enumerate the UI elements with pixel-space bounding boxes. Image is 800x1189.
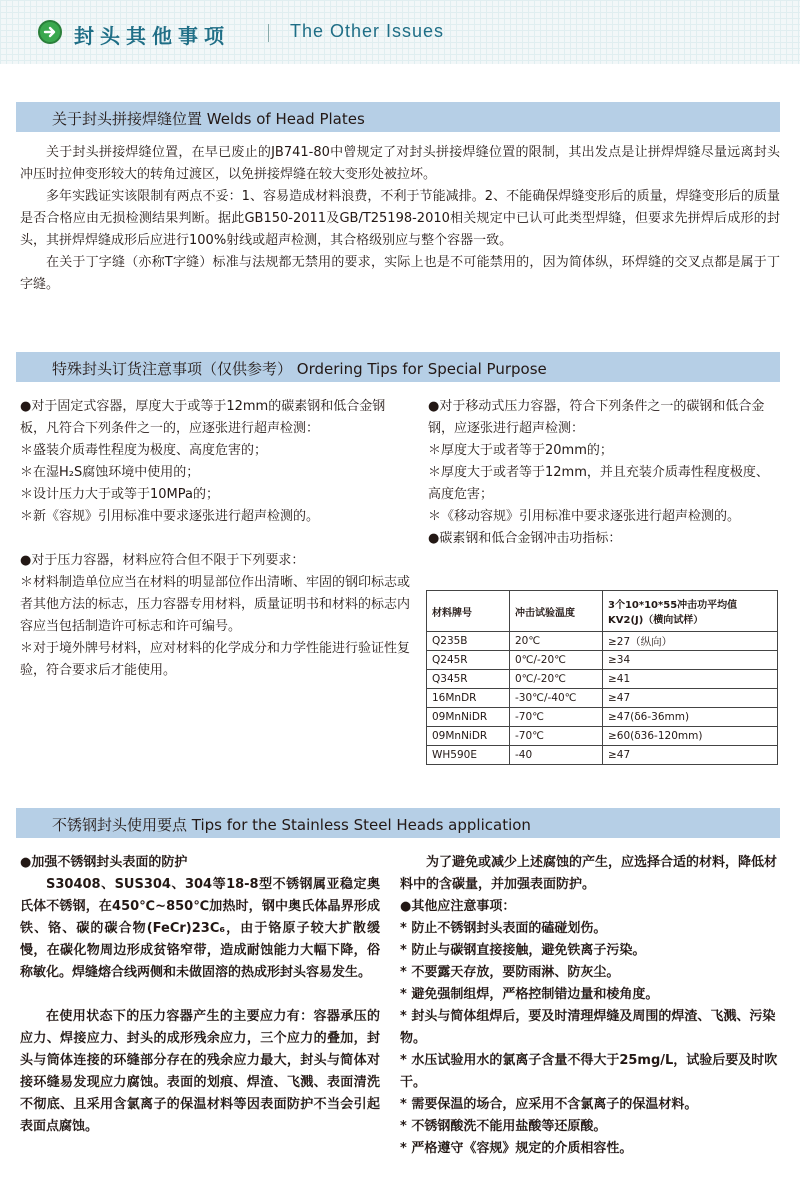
section-welds-body <box>20 142 780 296</box>
ordering-item: ＊厚度大于或者等于12mm，并且充装介质毒性程度极度、高度危害； <box>428 465 769 502</box>
ordering-item: ＊对于境外牌号材料，应对材料的化学成分和力学性能进行验证性复验，符合要求后才能使用。 <box>20 641 411 678</box>
stainless-item: * 避免强制组焊，严格控制错边量和棱角度。 <box>400 987 659 1002</box>
section-stainless-title: 不锈钢封头使用要点 Tips for the Stainless Steel Heads application <box>52 816 531 834</box>
ordering-item: ●对于移动式压力容器，符合下列条件之一的碳钢和低合金钢，应逐张进行超声检测： <box>428 399 765 436</box>
table-cell: -30℃/-40℃ <box>510 689 603 708</box>
table-row <box>427 632 778 651</box>
table-header-row <box>427 591 778 632</box>
table-cell: ≥47(δ6-36mm) <box>603 708 778 727</box>
impact-energy-table <box>426 590 778 765</box>
ordering-item: ＊盛装介质毒性程度为极度、高度危害的； <box>20 443 268 458</box>
stainless-item: * 严格遵守《容规》规定的介质相容性。 <box>400 1141 633 1156</box>
arrow-right-icon <box>38 20 62 44</box>
stainless-item: * 封头与简体组焊后，要及时清理焊缝及周围的焊渣、飞溅、污染物。 <box>400 1009 776 1046</box>
table-header-cell: 冲击试验温度 <box>510 591 603 632</box>
stainless-left-column <box>20 852 380 1138</box>
table-cell: 09MnNiDR <box>427 727 510 746</box>
ordering-item: ●对于压力容器，材料应符合但不限于下列要求： <box>20 553 305 568</box>
table-cell: -70℃ <box>510 708 603 727</box>
table-cell: WH590E <box>427 746 510 765</box>
stainless-item: 为了避免或减少上述腐蚀的产生，应选择合适的材料，降低材料中的含碳量，并加强表面防护。 <box>400 855 778 892</box>
stainless-item: * 不锈钢酸洗不能用盐酸等还原酸。 <box>400 1119 607 1134</box>
ordering-item: ●对于固定式容器，厚度大于或等于12mm的碳素钢和低合金钢板，凡符合下列条件之一的，应逐张进行超声检测： <box>20 399 386 436</box>
table-row <box>427 746 778 765</box>
ordering-right-column <box>428 396 780 550</box>
table-cell: 09MnNiDR <box>427 708 510 727</box>
welds-paragraph: 在关于丁字缝（亦称T字缝）标准与法规都无禁用的要求，实际上也是不可能禁用的，因为简体纵，环焊缝的交叉点都是属于丁字缝。 <box>20 255 780 292</box>
table-cell: ≥41 <box>603 670 778 689</box>
table-cell: -70℃ <box>510 727 603 746</box>
table-row <box>427 689 778 708</box>
page-header <box>0 0 800 64</box>
table-cell: 0℃/-20℃ <box>510 651 603 670</box>
table-cell: ≥60(δ36-120mm) <box>603 727 778 746</box>
stainless-right-column <box>400 852 780 1160</box>
table-row <box>427 651 778 670</box>
header-title-en: The Other Issues <box>290 21 445 41</box>
header-title-cn: 封头其他事项 <box>74 24 230 48</box>
table-cell: Q245R <box>427 651 510 670</box>
ordering-item: ＊《移动容规》引用标准中要求逐张进行超声检测的。 <box>428 509 741 524</box>
stainless-item: * 不要露天存放，要防雨淋、防灰尘。 <box>400 965 620 980</box>
section-stainless-title-bar <box>16 808 780 838</box>
stainless-item: * 防止与碳钢直接接触，避免铁离子污染。 <box>400 943 646 958</box>
table-row <box>427 670 778 689</box>
section-welds-title: 关于封头拼接焊缝位置 Welds of Head Plates <box>52 110 365 128</box>
table-cell: 16MnDR <box>427 689 510 708</box>
table-header-cell: 材料牌号 <box>427 591 510 632</box>
ordering-item: ●碳素钢和低合金钢冲击功指标： <box>428 531 622 546</box>
table-cell: 20℃ <box>510 632 603 651</box>
welds-paragraph: 多年实践证实该限制有两点不妥：1、容易造成材料浪费，不利于节能减排。2、不能确保焊缝变形后的质量，焊缝变形后的质量是否合格应由无损检测结果判断。据此GB150-2011及GB/T25198-2010相关规定中已认可此类型焊缝，但要求先拼焊后成形的封头，其拼焊焊缝成形后应进行100%射线或超声检测，其合格级别应与整个容器一致。 <box>20 189 780 248</box>
table-cell: 0℃/-20℃ <box>510 670 603 689</box>
table-row <box>427 727 778 746</box>
stainless-item: * 需要保温的场合，应采用不含氯离子的保温材料。 <box>400 1097 698 1112</box>
stainless-item: * 水压试验用水的氯离子含量不得大于25mg/L，试验后要及时吹干。 <box>400 1053 778 1090</box>
table-cell: ≥47 <box>603 689 778 708</box>
table-cell: ≥34 <box>603 651 778 670</box>
ordering-item: ＊厚度大于或者等于20mm的； <box>428 443 613 458</box>
ordering-spacer <box>20 528 410 550</box>
ordering-left-column <box>20 396 410 682</box>
ordering-item: ＊材料制造单位应当在材料的明显部位作出清晰、牢固的钢印标志或者其他方法的标志，压力容器专用材料，质量证明书和材料的标志内容应当包括制造许可标志和许可编号。 <box>20 575 411 634</box>
ordering-item: ＊在湿H₂S腐蚀环境中使用的； <box>20 465 200 480</box>
section-welds-title-bar <box>16 102 780 132</box>
stainless-item: ●其他应注意事项： <box>400 899 516 914</box>
stainless-item: 在使用状态下的压力容器产生的主要应力有：容器承压的应力、焊接应力、封头的成形残余应力，三个应力的叠加，封头与筒体连接的环缝部分存在的残余应力最大，封头与简体对接环缝易发现应力腐蚀。表面的划痕、焊渣、飞溅、表面清洗不彻底、且采用含氯离子的保温材料等因表面防护不当会引起表面点腐蚀。 <box>20 1009 380 1134</box>
stainless-item: S30408、SUS304、304等18-8型不锈钢属亚稳定奥氏体不锈钢，在450℃~850℃加热时，钢中奥氏体晶界形成铁、铬、碳的碳合物(FeCr)23C₆，由于铬原子较大扩散缓慢，在碳化物周边形成贫铬窄带，造成耐蚀能力大幅下降，俗称敏化。焊缝熔合线两侧和未做固溶的热成形封头容易发生。 <box>20 877 380 980</box>
table-cell: -40 <box>510 746 603 765</box>
stainless-item: ●加强不锈钢封头表面的防护 <box>20 855 188 870</box>
stainless-spacer <box>20 984 380 1006</box>
section-ordering-title-bar <box>16 352 780 382</box>
section-ordering-title: 特殊封头订货注意事项（仅供参考） Ordering Tips for Special Purpose <box>52 360 547 378</box>
welds-paragraph: 关于封头拼接焊缝位置，在早已废止的JB741-80中曾规定了对封头拼接焊缝位置的限制，其出发点是让拼焊焊缝尽量远离封头冲压时拉伸变形较大的转角过渡区，以免拼接焊缝在较大变形处被拉坏。 <box>20 145 780 182</box>
table-cell: Q235B <box>427 632 510 651</box>
stainless-item: * 防止不锈钢封头表面的磕碰划伤。 <box>400 921 607 936</box>
ordering-item: ＊新《容规》引用标准中要求逐张进行超声检测的。 <box>20 509 320 524</box>
ordering-item: ＊设计压力大于或等于10MPa的； <box>20 487 219 502</box>
table-cell: ≥27（纵向） <box>603 632 778 651</box>
table-header-cell: 3个10*10*55冲击功平均值KV2(J)（横向试样） <box>603 591 778 632</box>
table-cell: ≥47 <box>603 746 778 765</box>
table-cell: Q345R <box>427 670 510 689</box>
table-row <box>427 708 778 727</box>
header-divider <box>268 24 269 42</box>
